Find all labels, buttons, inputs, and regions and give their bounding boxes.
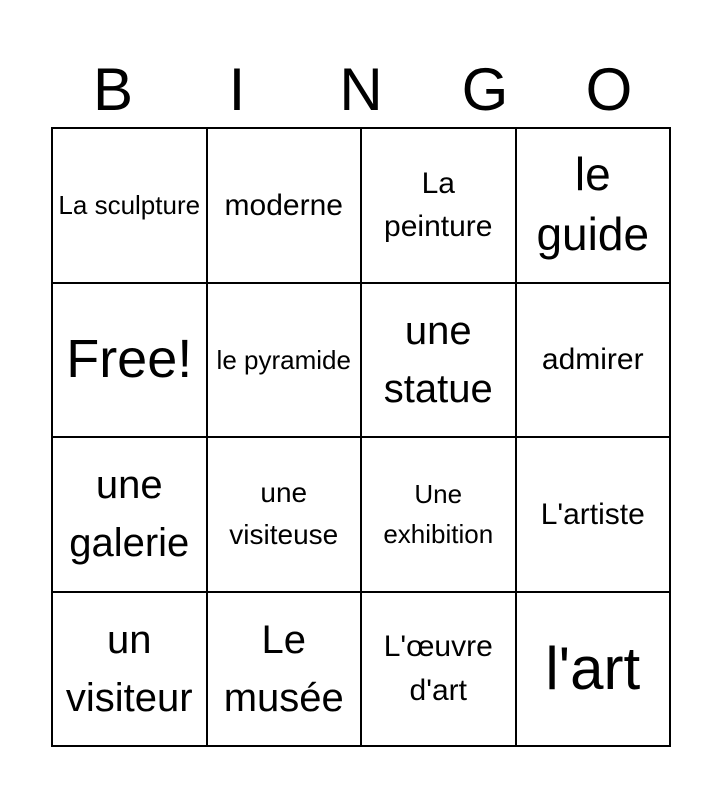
bingo-cell[interactable] [362,438,517,593]
bingo-cell[interactable] [208,593,363,748]
cell-label: Une exhibition [383,478,494,550]
bingo-cell[interactable] [517,129,672,284]
cell-label: Free! [66,329,193,390]
bingo-cell[interactable] [208,129,363,284]
header-letter-o: O [585,56,633,123]
bingo-cell[interactable] [362,593,517,748]
bingo-cell[interactable] [362,284,517,439]
cell-label: admirer [541,343,644,376]
cell-label: une statue [383,308,493,411]
bingo-cell[interactable] [208,284,363,439]
cell-label: La sculpture [58,190,201,221]
cell-label: l'art [545,634,641,702]
bingo-cell[interactable] [208,438,363,593]
cell-label: une galerie [69,463,190,566]
header-letter-n: N [339,56,383,123]
cell-label: L'artiste [540,497,645,531]
bingo-board [51,127,671,747]
cell-label: La peinture [384,166,493,244]
bingo-cell[interactable] [362,129,517,284]
bingo-cell[interactable] [53,438,208,593]
bingo-cell[interactable] [517,284,672,439]
bingo-cell-free[interactable] [53,284,208,439]
bingo-header [51,55,671,125]
bingo-cell[interactable] [53,593,208,748]
cell-label: moderne [224,188,343,222]
bingo-cell[interactable] [53,129,208,284]
cell-label: le pyramide [216,344,351,375]
header-letter-g: G [461,56,509,123]
cell-label: L'œuvre d'art [383,630,493,707]
header-letter-b: B [92,56,134,123]
cell-label: une visiteuse [229,477,339,551]
cell-label: Le musée [223,617,344,720]
bingo-cell[interactable] [517,438,672,593]
bingo-cell[interactable] [517,593,672,748]
cell-label: un visiteur [65,617,193,720]
header-letter-i: I [228,56,246,123]
cell-label: le guide [536,148,650,261]
